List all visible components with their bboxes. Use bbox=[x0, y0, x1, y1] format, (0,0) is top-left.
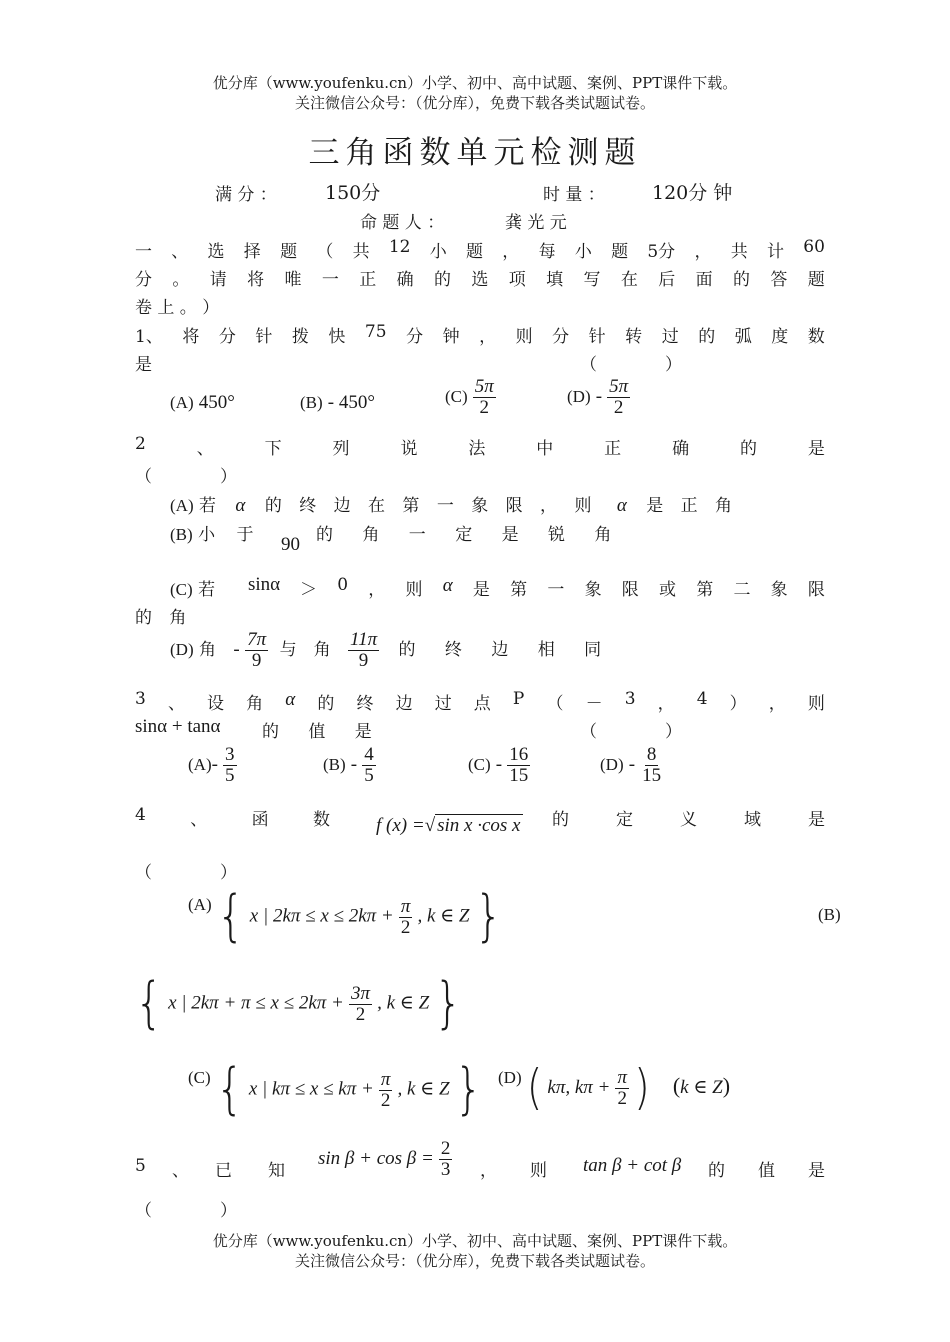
page-title: 三角函数单元检测题 bbox=[308, 135, 642, 171]
q1-line1-word-8: 钟 bbox=[442, 327, 460, 347]
q2-c-row-word-2: ， bbox=[368, 580, 386, 600]
section1-line1-word-15: ， bbox=[694, 242, 712, 262]
q4-right-word-4: 是 bbox=[808, 810, 825, 830]
section1-line1 bbox=[135, 237, 825, 262]
q2-c-head bbox=[170, 575, 215, 600]
q1-answer-paren: （ ） bbox=[580, 355, 682, 375]
q4-b-post: , k ∈ Z bbox=[377, 992, 430, 1014]
q1-option-a bbox=[170, 392, 235, 414]
q5-comma: 、 bbox=[172, 1161, 189, 1181]
q3-option-c bbox=[468, 745, 530, 786]
section1-line1-word-2: 选 bbox=[207, 242, 225, 262]
q4-b-right-brace: } bbox=[434, 971, 463, 1036]
section1-line2-word-0: 分 bbox=[135, 270, 152, 290]
q3-line1-word-5: 的 bbox=[317, 694, 335, 714]
q2-line1-word-6: 中 bbox=[536, 439, 554, 459]
q3-line1-word-12: － bbox=[585, 694, 603, 714]
q3-c-fraction bbox=[507, 745, 530, 786]
footer-line-1: 优分库（www.youfenku.cn）小学、初中、高中试题、案例、PPT课件下载。 bbox=[212, 1232, 738, 1250]
q5-word-5: 值 bbox=[758, 1161, 775, 1181]
q1-d-label: (D) bbox=[567, 386, 591, 406]
q2-option-d bbox=[170, 630, 613, 671]
q4-answer-paren: （ ） bbox=[135, 863, 237, 883]
q3-a-den: 5 bbox=[225, 764, 235, 786]
q2-a-post: 是 正 角 bbox=[646, 496, 739, 516]
q1-b-label: (B) bbox=[300, 393, 323, 412]
q4-d-label: (D) bbox=[498, 1068, 522, 1087]
section1-line1-word-14: 5分 bbox=[647, 242, 676, 262]
section1-line1-word-6: 共 bbox=[352, 242, 370, 262]
q4-function: f (x) =√ sin x ·cos x bbox=[376, 815, 521, 836]
q2-line1-word-4: 说 bbox=[400, 439, 418, 459]
section1-line2-word-8: 的 bbox=[434, 270, 451, 290]
q2-b-label: (B) bbox=[170, 525, 193, 544]
q2-c-row-word-12: 二 bbox=[733, 580, 751, 600]
section1-line2-word-4: 唯 bbox=[284, 270, 302, 290]
q1-line1-word-11: 分 bbox=[552, 327, 570, 347]
q2-c-label: (C) bbox=[170, 580, 193, 599]
q3-option-a bbox=[188, 745, 237, 786]
section1-line2-word-1: 。 bbox=[172, 270, 190, 290]
q3-line1-word-6: 终 bbox=[356, 694, 374, 714]
q2-c-row-word-8: 象 bbox=[584, 580, 602, 600]
section1-line1-word-11: 每 bbox=[538, 242, 556, 262]
q3-line1-word-1: 、 bbox=[167, 694, 185, 714]
q1-line1-word-5: 快 bbox=[328, 327, 346, 347]
q1-line2: 是 bbox=[135, 355, 152, 375]
section1-line2-word-9: 选 bbox=[471, 270, 489, 290]
q3-c-label: (C) bbox=[468, 754, 491, 774]
q5-answer-paren: （ ） bbox=[135, 1201, 237, 1221]
q4-option-d: (D) ( kπ, kπ + $\frac{\pi}{2}$ ) (k ∈ Z) bbox=[498, 1060, 731, 1117]
q2-b-pre: 小 于 bbox=[198, 525, 262, 545]
q2-line1-word-7: 正 bbox=[604, 439, 622, 459]
q1-line1-word-7: 分 bbox=[406, 327, 424, 347]
q3-b-den: 5 bbox=[364, 764, 374, 786]
section1-line2 bbox=[135, 265, 825, 290]
q1-d-sign: - bbox=[595, 385, 603, 407]
q4-a-label: (A) bbox=[188, 895, 212, 914]
section1-line2-word-17: 答 bbox=[770, 270, 788, 290]
q2-c-row-word-10: 或 bbox=[659, 580, 676, 600]
q4-d-fraction bbox=[615, 1068, 629, 1109]
q3-d-fraction bbox=[640, 745, 663, 786]
q4-b-left-brace: { bbox=[135, 971, 163, 1036]
section1-line2-word-6: 正 bbox=[359, 270, 377, 290]
q1-line1-word-3: 针 bbox=[255, 327, 273, 347]
score-label: 满 分 ： bbox=[215, 185, 277, 205]
q3-line1-word-3: 角 bbox=[246, 694, 264, 714]
section1-line2-word-3: 将 bbox=[247, 270, 265, 290]
section1-line1-word-9: 题 bbox=[466, 242, 484, 262]
q1-line1-word-16: 弧 bbox=[734, 327, 752, 347]
q2-c-row-word-14: 限 bbox=[807, 580, 825, 600]
q3-d-den: 15 bbox=[642, 764, 662, 786]
q2-d-sign: - bbox=[233, 638, 240, 660]
q3-a-fraction bbox=[223, 745, 237, 786]
q1-c-num: 5π bbox=[474, 376, 494, 397]
header-line-1: 优分库（www.youfenku.cn）小学、初中、高中试题、案例、PPT课件下载。 bbox=[212, 74, 738, 92]
q4-c-label: (C) bbox=[188, 1068, 211, 1087]
q3-b-sign: - bbox=[350, 753, 358, 775]
q3-line1-word-10: P bbox=[512, 689, 525, 709]
q4-b-label: (B) bbox=[818, 905, 841, 924]
q3-line2-text: 的 值 是 bbox=[262, 722, 384, 742]
q1-option-b bbox=[300, 392, 375, 414]
q3-b-fraction bbox=[362, 745, 376, 786]
q2-d-post: 的 终 边 相 同 bbox=[398, 639, 614, 660]
q1-line1-word-6: 75 bbox=[364, 322, 387, 342]
q2-d-pre: 角 bbox=[199, 639, 217, 660]
q4-a-post: , k ∈ Z bbox=[417, 905, 470, 927]
q3-d-num: 8 bbox=[646, 744, 657, 765]
section1-line1-word-10: ， bbox=[502, 242, 520, 262]
q1-line1 bbox=[135, 322, 825, 347]
q1-a-value: 450° bbox=[198, 392, 235, 413]
q4-a-right-brace: } bbox=[474, 884, 503, 949]
q4-left-word-2: 函 bbox=[251, 810, 269, 830]
q2-line1-word-5: 法 bbox=[468, 439, 486, 459]
q4-c-fraction bbox=[379, 1070, 393, 1111]
section1-line3: 卷 上 。 ） bbox=[135, 298, 220, 318]
q3-option-b bbox=[323, 745, 376, 786]
q1-c-label: (C) bbox=[445, 386, 468, 406]
q1-line1-word-2: 分 bbox=[218, 327, 236, 347]
q1-line1-word-14: 过 bbox=[661, 327, 679, 347]
header-line-2: 关注微信公众号：（优分库），免费下载各类试题试卷。 bbox=[294, 94, 655, 112]
q5-given-math: sin β + cos β = bbox=[318, 1147, 434, 1169]
q2-c-row-word-3: 则 bbox=[405, 580, 423, 600]
q4-a-fraction bbox=[399, 897, 413, 938]
q2-c-row-word-6: 第 bbox=[510, 580, 528, 600]
q1-line1-word-1: 将 bbox=[182, 327, 200, 347]
q2-c-row-word-4: α bbox=[442, 575, 453, 596]
q3-d-label: (D) bbox=[600, 754, 624, 774]
q4-line1-right bbox=[552, 805, 825, 830]
section1-line1-word-3: 择 bbox=[243, 242, 261, 262]
time-label: 时 量 ： bbox=[543, 185, 605, 205]
q4-option-c bbox=[188, 1057, 483, 1122]
q2-line1-word-0: 2 bbox=[135, 434, 146, 454]
q2-line1-word-10: 是 bbox=[807, 439, 825, 459]
q4-b-den: 2 bbox=[355, 1003, 366, 1025]
q2-b-post: 的 角 一 定 是 锐 角 bbox=[316, 525, 624, 545]
q4-a-den: 2 bbox=[400, 916, 411, 938]
section1-line1-word-17: 计 bbox=[766, 242, 784, 262]
q2-c-row-word-1: 0 bbox=[337, 575, 349, 595]
q5-word-4: 的 bbox=[708, 1161, 725, 1181]
q3-line1-word-9: 点 bbox=[473, 694, 491, 714]
section1-line1-word-13: 题 bbox=[611, 242, 629, 262]
q4-right-word-1: 定 bbox=[616, 810, 633, 830]
q1-line1-word-9: ， bbox=[479, 327, 497, 347]
q4-c-num: π bbox=[380, 1068, 391, 1090]
q4-d-condition: k ∈ Z bbox=[680, 1076, 723, 1098]
q4-left-word-3: 数 bbox=[313, 810, 330, 830]
q4-c-post: , k ∈ Z bbox=[397, 1078, 450, 1100]
section1-line2-word-7: 确 bbox=[396, 270, 414, 290]
q2-a-alpha-1: α bbox=[235, 495, 246, 516]
section1-line2-word-14: 后 bbox=[658, 270, 676, 290]
q2-c-line2: 的 角 bbox=[135, 608, 193, 628]
q3-line1-word-15: 4 bbox=[696, 689, 708, 709]
q4-func-radicand: sin x ·cos x bbox=[437, 815, 521, 836]
q5-word-3: 则 bbox=[530, 1161, 547, 1181]
q4-b-pre: x | 2kπ + π ≤ x ≤ 2kπ + bbox=[168, 992, 344, 1014]
q5-frac-den: 3 bbox=[440, 1158, 451, 1180]
q2-c-row-word-9: 限 bbox=[621, 580, 639, 600]
q3-line1-word-2: 设 bbox=[207, 694, 225, 714]
q2-answer-paren: （ ） bbox=[135, 467, 237, 487]
q4-option-a bbox=[188, 884, 503, 949]
q2-c-math: sinα bbox=[248, 574, 281, 595]
q1-line1-word-13: 转 bbox=[625, 327, 643, 347]
section1-line2-word-16: 的 bbox=[733, 270, 750, 290]
q2-c-row-word-5: 是 bbox=[472, 580, 490, 600]
q4-b-num: 3π bbox=[350, 982, 370, 1004]
q3-answer-paren: （ ） bbox=[580, 722, 682, 742]
q4-right-word-3: 域 bbox=[744, 810, 761, 830]
q1-d-num: 5π bbox=[609, 376, 629, 397]
score-value: 150分 bbox=[325, 182, 381, 204]
q3-b-num: 4 bbox=[364, 744, 374, 765]
q2-a-mid: 的 终 边 在 第 一 象 限 ， 则 bbox=[264, 496, 598, 516]
section1-line1-word-18: 60 bbox=[803, 237, 825, 257]
q4-left-word-0: 4 bbox=[135, 805, 146, 825]
q2-b-value: 90 bbox=[281, 534, 300, 555]
q3-line1-word-7: 边 bbox=[395, 694, 413, 714]
q2-a-alpha-2: α bbox=[616, 495, 627, 516]
q5-word-1: 已 bbox=[215, 1161, 232, 1181]
q4-a-num: π bbox=[400, 895, 411, 917]
q2-line1-word-9: 的 bbox=[739, 439, 757, 459]
q2-line1-word-2: 下 bbox=[264, 439, 282, 459]
q4-d-num: π bbox=[617, 1067, 628, 1088]
section1-line1-word-8: 小 bbox=[429, 242, 447, 262]
section1-line2-word-5: 一 bbox=[321, 270, 339, 290]
q4-line1-left bbox=[135, 805, 330, 830]
q2-line1 bbox=[135, 434, 825, 459]
q2-option-a bbox=[170, 491, 738, 517]
q1-line1-word-12: 针 bbox=[588, 327, 606, 347]
q4-func-lhs: f (x) = bbox=[376, 815, 425, 836]
q2-d-den-1: 9 bbox=[251, 649, 262, 671]
q4-option-b bbox=[135, 971, 463, 1036]
q4-c-pre: x | kπ ≤ x ≤ kπ + bbox=[248, 1078, 374, 1100]
q3-a-num: 3 bbox=[225, 744, 235, 765]
q3-b-label: (B) bbox=[323, 754, 346, 774]
q3-c-den: 15 bbox=[509, 764, 529, 786]
q2-d-label: (D) bbox=[170, 639, 194, 659]
q5-word-6: 是 bbox=[808, 1161, 825, 1181]
q3-line1-word-14: ， bbox=[657, 694, 675, 714]
q3-line1-word-16: ） bbox=[729, 694, 747, 714]
q2-c-row-word-11: 第 bbox=[696, 580, 714, 600]
q5-given bbox=[318, 1139, 452, 1180]
q1-a-label: (A) bbox=[170, 393, 194, 412]
q5-frac-num: 2 bbox=[440, 1138, 451, 1159]
section1-line1-word-7: 12 bbox=[388, 237, 411, 257]
q4-a-left-brace: { bbox=[216, 884, 245, 949]
q2-d-fraction-1 bbox=[245, 630, 268, 671]
q2-d-num-2: 11π bbox=[350, 629, 378, 650]
q3-line1-word-13: 3 bbox=[624, 689, 636, 709]
author-name: 龚 光 元 bbox=[505, 213, 567, 233]
q2-option-b bbox=[170, 520, 261, 545]
section1-line2-word-2: 请 bbox=[209, 270, 227, 290]
q3-line1-word-17: ， bbox=[768, 694, 786, 714]
q4-b-fraction bbox=[349, 984, 372, 1025]
q3-a-sign: - bbox=[211, 753, 218, 775]
q1-c-fraction bbox=[473, 377, 496, 418]
q1-line1-word-18: 数 bbox=[807, 327, 825, 347]
q2-d-num-1: 7π bbox=[247, 629, 267, 650]
q4-d-right-paren: ) bbox=[634, 1060, 650, 1117]
q2-d-den-2: 9 bbox=[358, 649, 369, 671]
q1-line1-word-17: 度 bbox=[771, 327, 789, 347]
section1-line2-word-11: 填 bbox=[546, 270, 564, 290]
q2-line1-word-8: 确 bbox=[672, 439, 690, 459]
q4-right-word-0: 的 bbox=[552, 810, 569, 830]
q3-line1-word-11: （ bbox=[546, 694, 564, 714]
footer-line-2: 关注微信公众号：（优分库），免费下载各类试题试卷。 bbox=[294, 1252, 655, 1270]
q2-d-fraction-2 bbox=[348, 630, 379, 671]
section1-line2-word-15: 面 bbox=[695, 270, 713, 290]
q1-line1-word-10: 则 bbox=[515, 327, 533, 347]
section1-line1-word-5: （ bbox=[316, 242, 334, 262]
author-label: 命 题 人 ： bbox=[360, 213, 445, 233]
section1-line2-word-13: 在 bbox=[620, 270, 638, 290]
q3-option-d bbox=[600, 745, 663, 786]
q2-c-pre: 若 bbox=[198, 580, 216, 600]
q3-line1-word-18: 则 bbox=[807, 694, 825, 714]
q1-line1-word-15: 的 bbox=[698, 327, 716, 347]
section1-line2-word-18: 题 bbox=[807, 270, 825, 290]
q5-target-math: tan β + cot β bbox=[583, 1155, 682, 1176]
q5-word-2: 知 bbox=[268, 1161, 285, 1181]
q1-b-value: - 450° bbox=[327, 392, 375, 413]
q4-c-den: 2 bbox=[380, 1089, 391, 1111]
q2-d-mid: 与 角 bbox=[279, 639, 331, 660]
q2-a-pre: 若 bbox=[199, 496, 217, 516]
q3-line1-word-8: 过 bbox=[434, 694, 452, 714]
q3-a-label: (A) bbox=[188, 754, 212, 774]
q1-d-den: 2 bbox=[613, 396, 624, 418]
section1-line1-word-12: 小 bbox=[574, 242, 592, 262]
section1-line1-word-0: 一 bbox=[135, 242, 152, 262]
q3-line1-word-0: 3 bbox=[135, 689, 146, 709]
q1-option-d bbox=[567, 377, 630, 418]
q1-line1-word-4: 拨 bbox=[291, 327, 309, 347]
q4-d-den: 2 bbox=[617, 1087, 627, 1109]
q4-left-word-1: 、 bbox=[190, 810, 208, 830]
q2-c-row-word-7: 一 bbox=[547, 580, 565, 600]
q5-given-fraction bbox=[439, 1139, 453, 1180]
q3-line1 bbox=[135, 689, 825, 714]
q4-d-pre: kπ, kπ + bbox=[547, 1076, 611, 1098]
q4-a-pre: x | 2kπ ≤ x ≤ 2kπ + bbox=[249, 905, 394, 927]
section1-line1-word-4: 题 bbox=[280, 242, 298, 262]
q2-c-row bbox=[300, 575, 825, 600]
q1-line1-word-0: 1、 bbox=[135, 327, 163, 347]
q2-c-row-word-0: ＞ bbox=[300, 580, 317, 600]
section1-line1-word-16: 共 bbox=[730, 242, 748, 262]
q1-option-c bbox=[445, 377, 496, 418]
q2-a-label: (A) bbox=[170, 496, 194, 515]
section1-line2-word-10: 项 bbox=[508, 270, 526, 290]
q4-d-left-paren: ( bbox=[526, 1060, 543, 1117]
q4-right-word-2: 义 bbox=[680, 810, 697, 830]
q1-d-fraction bbox=[607, 377, 630, 418]
q5-comma-2: ， bbox=[480, 1161, 497, 1181]
q3-line1-word-4: α bbox=[285, 689, 296, 710]
q3-c-sign: - bbox=[495, 753, 503, 775]
q2-c-row-word-13: 象 bbox=[770, 580, 788, 600]
section1-line1-word-1: 、 bbox=[171, 242, 189, 262]
section1-line2-word-12: 写 bbox=[583, 270, 601, 290]
q5-num: 5 bbox=[135, 1156, 146, 1176]
q4-c-right-brace: } bbox=[454, 1057, 483, 1122]
q3-c-num: 16 bbox=[509, 744, 529, 765]
time-value: 120分 钟 bbox=[652, 182, 733, 204]
q3-d-sign: - bbox=[628, 753, 636, 775]
q4-c-left-brace: { bbox=[215, 1057, 244, 1122]
q2-line1-word-3: 列 bbox=[332, 439, 350, 459]
q3-line2-math: sinα + tanα bbox=[135, 716, 221, 737]
q2-line1-word-1: 、 bbox=[196, 439, 214, 459]
q1-c-den: 2 bbox=[479, 396, 490, 418]
